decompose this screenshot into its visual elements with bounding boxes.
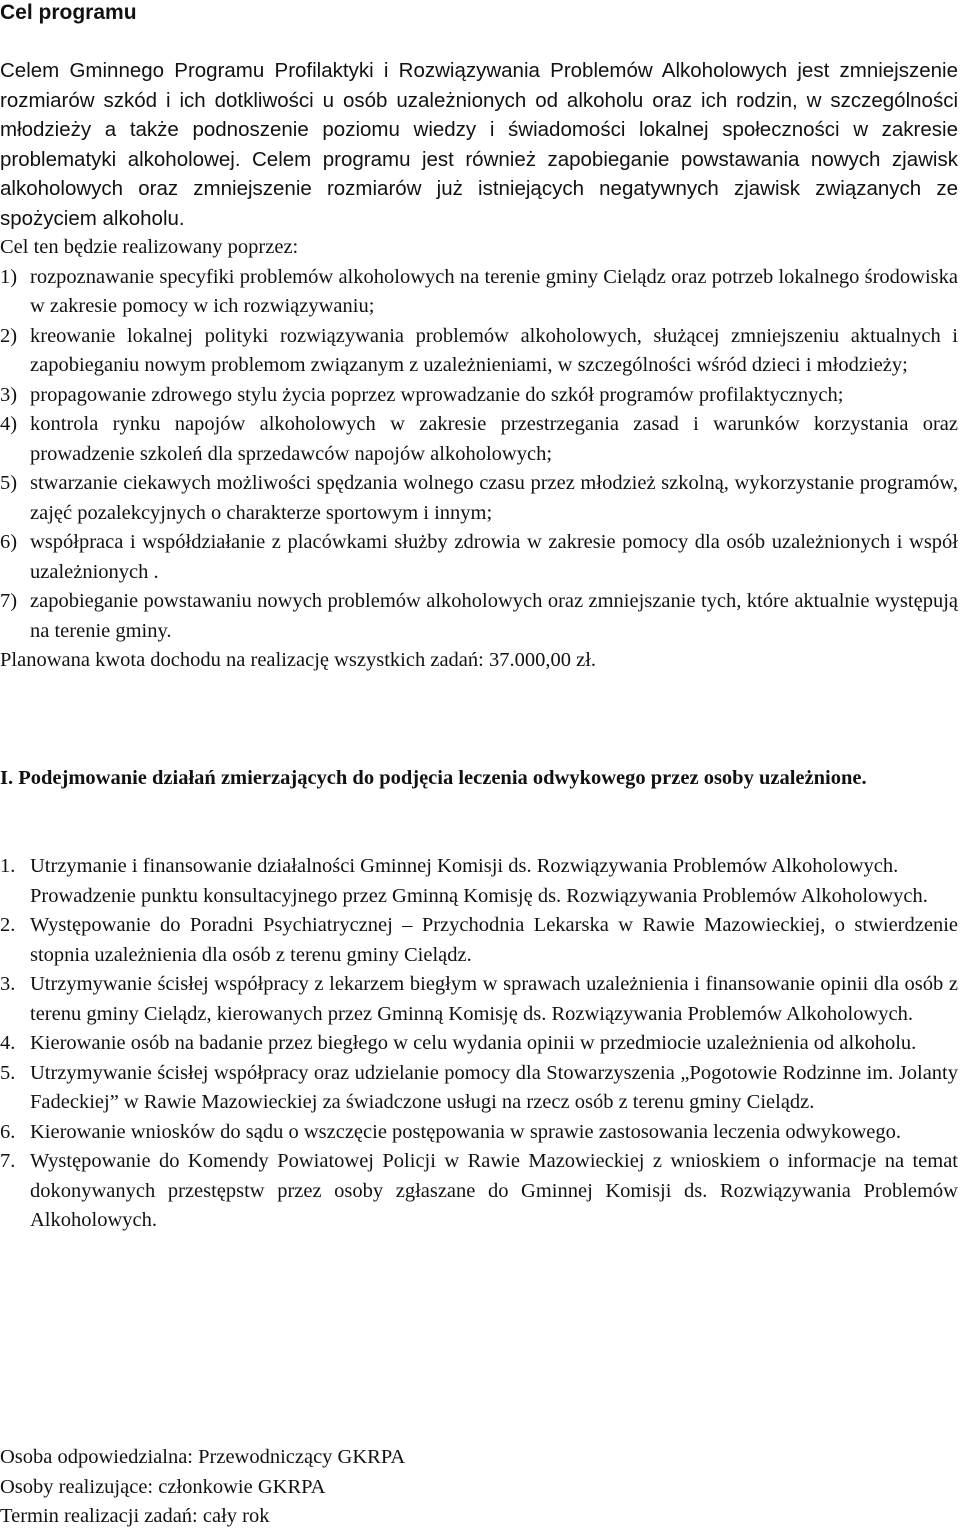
task-number: 4. [0, 1032, 16, 1054]
goal-item [0, 263, 958, 322]
task-text: Kierowanie wniosków do sądu o wszczęcie postępowania w sprawie zastosowania leczenia odwykowego. [30, 1120, 901, 1143]
goal-item [0, 528, 958, 587]
task-item [0, 1147, 958, 1236]
task-item [0, 970, 958, 1029]
goal-item [0, 410, 958, 469]
task-number: 2. [0, 914, 16, 936]
task-text: Kierowanie osób na badanie przez biegłego w celu wydania opinii w przedmiocie uzależnienia od alkoholu. [30, 1032, 917, 1054]
goal-number: 1) [0, 265, 18, 288]
goal-number: 4) [0, 413, 18, 435]
goal-number: 7) [0, 590, 18, 612]
task-text: Utrzymywanie ścisłej współpracy z lekarzem biegłym w sprawach uzależnienia i finansowanie opinii dla osób z terenu gminy Cielądz, kierowanych przez Gminną Komisję ds. Rozwiązywania Problemów Alkoholowych. [30, 973, 958, 1025]
task-number: 1. [0, 855, 16, 877]
task-number: 5. [0, 1061, 16, 1084]
goal-item [0, 469, 958, 528]
task-item [0, 1029, 958, 1059]
goal-number: 6) [0, 531, 18, 553]
page-title: Cel programu [0, 1, 137, 24]
task-item [0, 911, 958, 970]
task-item [0, 852, 958, 911]
intro-paragraph: Celem Gminnego Programu Profilaktyki i Rozwiązywania Problemów Alkoholowych jest zmniejszenie rozmiarów szkód i ich dotkliwości u osób uzależnionych od alkoholu oraz ich rodzin, w szczególności młodzieży a także podnoszenie poziomu wiedzy i świadomości lokalnej społeczności w zakresie problematyki alkoholowej. Celem programu jest również zapobieganie powstawania nowych zjawisk alkoholowych oraz zmniejszenie rozmiarów już istniejących negatywnych zjawisk związanych ze spożyciem alkoholu. [0, 59, 958, 230]
task-number: 6. [0, 1120, 16, 1143]
goal-text: kontrola rynku napojów alkoholowych w zakresie przestrzegania zasad i warunków korzystania oraz prowadzenie szkoleń dla sprzedawców napojów alkoholowych; [30, 413, 958, 465]
goal-text: propagowanie zdrowego stylu życia poprzez wprowadzanie do szkół programów profilaktycznych; [30, 383, 844, 406]
goal-number: 3) [0, 383, 18, 406]
goals-intro: Cel ten będzie realizowany poprzez: [0, 236, 299, 258]
goal-text: współpraca i współdziałanie z placówkami służby zdrowia w zakresie pomocy dla osób uzależnionych i współ uzależnionych . [30, 531, 958, 583]
footer-info [0, 1443, 958, 1532]
goals-section [0, 233, 958, 676]
goal-item [0, 381, 958, 411]
goal-text: rozpoznawanie specyfiki problemów alkoholowych na terenie gminy Cielądz oraz potrzeb lokalnego środowiska w zakresie pomocy w ich rozwiązywaniu; [30, 265, 958, 317]
goal-number: 2) [0, 324, 18, 347]
goals-list [0, 263, 958, 647]
goal-item [0, 587, 958, 646]
goal-number: 5) [0, 472, 18, 494]
implementers: Osoby realizujące: członkowie GKRPA [0, 1475, 326, 1498]
task-text: Występowanie do Komendy Powiatowej Policji w Rawie Mazowieckiej z wnioskiem o informacje na temat dokonywanych przestępstw przez osoby zgłaszane do Gminnej Komisji ds. Rozwiązywania Problemów Alkoholowych. [30, 1150, 958, 1231]
task-item [0, 1059, 958, 1118]
goal-text: stwarzanie ciekawych możliwości spędzania wolnego czasu przez młodzież szkolną, wykorzystanie programów, zajęć pozalekcyjnych o charakterze sportowym i innym; [30, 472, 958, 524]
section-heading: I. Podejmowanie działań zmierzających do podjęcia leczenia odwykowego przez osoby uzależnione. [0, 767, 867, 789]
goal-text: zapobieganie powstawaniu nowych problemów alkoholowych oraz zmniejszanie tych, które aktualnie występują na terenie gminy. [30, 590, 958, 642]
goal-text: kreowanie lokalnej polityki rozwiązywania problemów alkoholowych, służącej zmniejszeniu aktualnych i zapobieganiu nowym problemom związanym z uzależnieniami, w szczególności wśród dzieci i młodzieży; [30, 324, 958, 376]
goal-item [0, 322, 958, 381]
task-item [0, 1118, 958, 1148]
responsible-person: Osoba odpowiedzialna: Przewodniczący GKRPA [0, 1446, 406, 1468]
task-text: Utrzymanie i finansowanie działalności Gminnej Komisji ds. Rozwiązywania Problemów Alkoholowych. [30, 855, 899, 877]
budget-line: Planowana kwota dochodu na realizację wszystkich zadań: 37.000,00 zł. [0, 649, 597, 671]
task-text: Występowanie do Poradni Psychiatrycznej – Przychodnia Lekarska w Rawie Mazowieckiej, o stwierdzenie stopnia uzależnienia dla osób z terenu gminy Cielądz. [30, 914, 958, 966]
deadline: Termin realizacji zadań: cały rok [0, 1505, 270, 1527]
task-subtext: Prowadzenie punktu konsultacyjnego przez Gminną Komisję ds. Rozwiązywania Problemów Alkoholowych. [30, 884, 928, 907]
task-number: 7. [0, 1150, 16, 1172]
task-number: 3. [0, 973, 16, 995]
tasks-list [0, 852, 958, 1236]
task-text: Utrzymywanie ścisłej współpracy oraz udzielanie pomocy dla Stowarzyszenia „Pogotowie Rodzinne im. Jolanty Fadeckiej” w Rawie Mazowieckiej za świadczone usługi na rzecz osób z terenu gminy Cielądz. [30, 1061, 958, 1113]
